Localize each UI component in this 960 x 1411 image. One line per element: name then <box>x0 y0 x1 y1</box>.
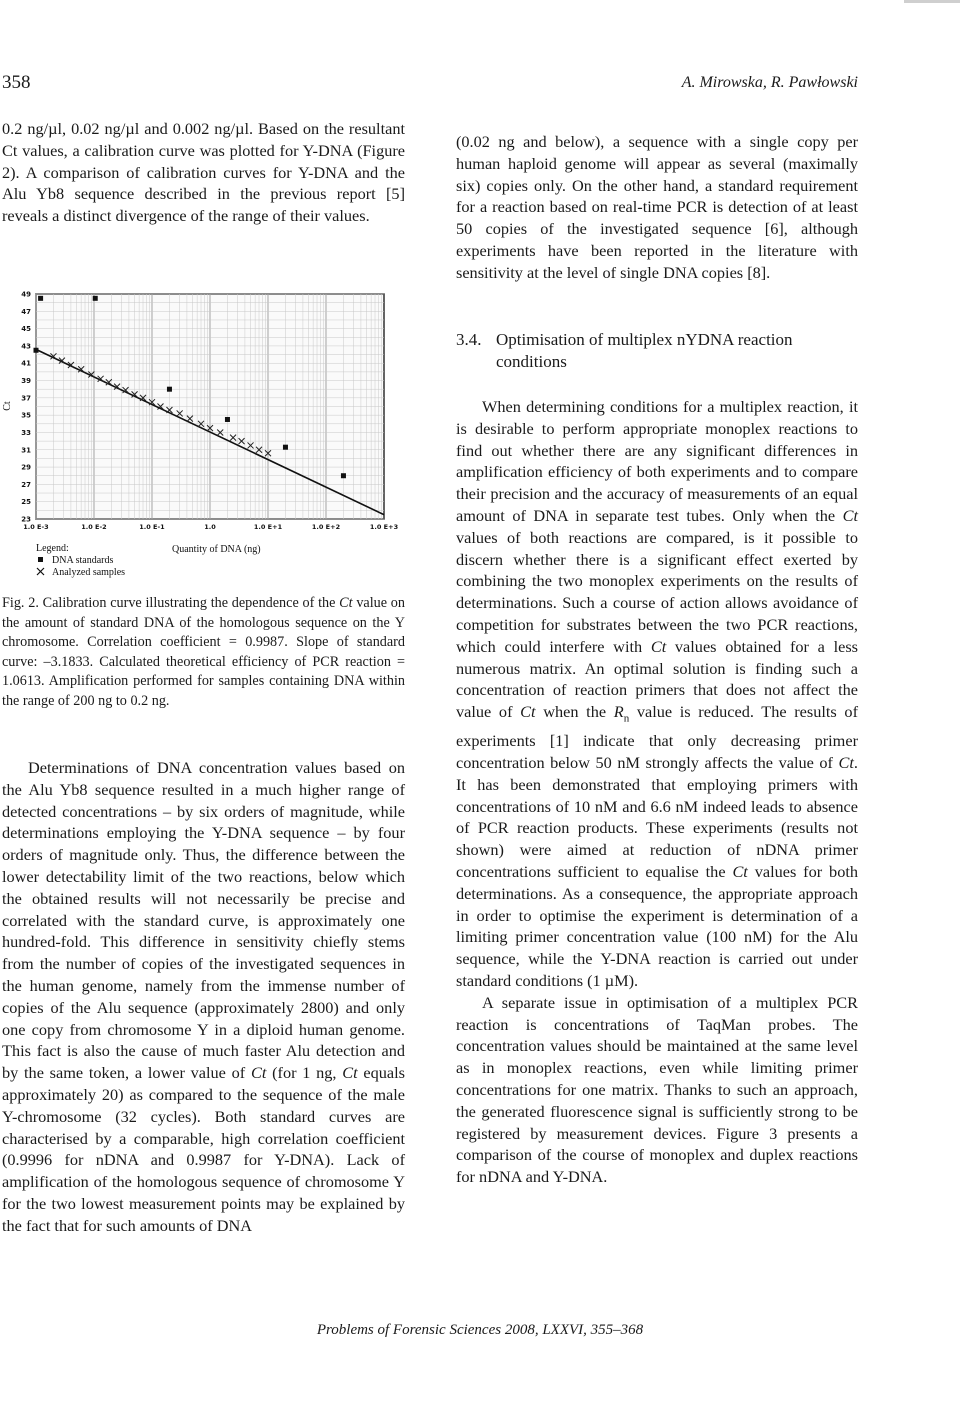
x-axis-ticks <box>23 523 398 531</box>
x-tick-label: 1.0 E+1 <box>253 523 283 531</box>
caption-rest: value on the amount of standard DNA of the homologous sequence on the Y chromosome. Correlation coefficient = 0.9987. Slope of standard curve: –3.1833. Calculated theoretical efficiency of PCR reaction = 1.0613. Amplification performed for samples containing DNA within the range of 200 ng to 0.2 ng. <box>2 595 405 709</box>
legend-cross-marker <box>37 568 44 575</box>
left-column-intro <box>2 118 405 227</box>
x-axis-label: Quantity of DNA (ng) <box>172 544 261 555</box>
x-tick-label: 1.0 E+3 <box>369 523 399 531</box>
scan-edge-mark <box>904 0 960 3</box>
x-tick-label: 1.0 E-2 <box>81 523 107 531</box>
y-axis-label: Ct <box>2 401 13 411</box>
y-tick-label: 49 <box>21 290 31 299</box>
y-tick-label: 39 <box>21 377 31 386</box>
y-tick-label: 43 <box>21 342 31 351</box>
legend-entry-samples: Analyzed samples <box>52 567 126 578</box>
figure-2 <box>0 288 410 588</box>
section-title-line2: conditions <box>496 352 567 371</box>
section-heading <box>456 329 858 373</box>
legend-title: Legend: <box>36 543 69 554</box>
body-paragraph-right-1: When determining conditions for a multiplex reaction, it is desirable to perform appropriate monoplex reactions to find out whether there are any significant differences in amplification efficiency of both experiments and to compare their precision and the accuracy of measurements of an equal amount of DNA in separate test tubes. Only when the Ct values of both reactions are compared, is it possible to discern whether there is a significant effect exerted by combining the two monoplex experiments on the results of determinations. Such a course of action allows avoidance of competition for substrates between the two PCR reactions, which could interfere with Ct values obtained for a less numerous matrix. An optimal solution is finding such a concentration of reaction primers that does not affect the value of Ct when the $R_n$ value is reduced. The results of experiments [1] indicate that only decreasing primer concentration below 50 nM strongly affects the value of Ct. It has been demonstrated that employing primers with concentrations of 10 nM and 6.6 nM indeed leads to absence of PCR reaction products. These experiments (results not shown) were aimed at reduction of nDNA primer concentrations sufficient to equalise the Ct values for both determinations. As a consequence, the appropriate approach in order to optimise the experiment is determination of a limiting primer concentration value (100 nM) for the Alu sequence, while the Y-DNA reaction is carried out under standard conditions (1 µM). <box>456 397 858 990</box>
x-tick-label: 1.0 E-1 <box>139 523 165 531</box>
x-tick-label: 1.0 E-3 <box>23 523 49 531</box>
y-tick-label: 25 <box>21 498 31 507</box>
y-tick-label: 23 <box>21 515 31 524</box>
right-column-intro <box>456 131 858 284</box>
y-tick-label: 29 <box>21 463 31 472</box>
y-tick-label: 33 <box>21 428 31 437</box>
standard-point <box>34 348 39 353</box>
running-head: A. Mirowska, R. Pawłowski <box>681 74 858 91</box>
body-paragraph-right-2: A separate issue in optimisation of a multiplex PCR reaction is concentrations of TaqMan probes. The concentration values should be maintained at the same level as in monoplex reactions, even while limiting primer concentrations for one matrix. Thanks to such an approach, the generated fluorescence signal is sufficiently strong to be registered by measurement devices. Figure 3 presents a comparison of the course of monoplex and duplex reactions for nDNA and Y-DNA. <box>456 992 858 1187</box>
legend-square-marker <box>38 557 43 562</box>
legend-entry-standards: DNA standards <box>52 555 114 566</box>
continued-paragraph: (0.02 ng and below), a sequence with a single copy per human haploid genome will appear as several (maximally six) copies only. On the other hand, a standard requirement for a reaction based on real-time PCR is detection of at least 50 copies of the investigated sequence [6], although experiments have been reported in the literature with sensitivity at the level of single DNA copies [8]. <box>456 132 858 282</box>
standard-point <box>341 473 346 478</box>
y-axis-ticks <box>21 291 31 524</box>
section-title-line1: Optimisation of multiplex nYDNA reaction <box>496 330 793 349</box>
standard-point <box>167 387 172 392</box>
y-tick-label: 41 <box>21 359 31 368</box>
calibration-chart <box>0 288 410 588</box>
page-number: 358 <box>2 72 31 93</box>
figure-caption <box>2 594 405 712</box>
intro-paragraph: 0.2 ng/µl, 0.02 ng/µl and 0.002 ng/µl. Based on the resultant Ct values, a calibration curve was plotted for Y-DNA (Figure 2). A comparison of calibration curves for Y-DNA and the Alu Yb8 sequence described in the previous report [5] reveals a distinct divergence of the range of their values. <box>2 119 405 226</box>
y-tick-label: 31 <box>21 446 31 455</box>
left-column-body <box>2 757 405 1237</box>
standard-point <box>38 296 43 301</box>
y-tick-label: 35 <box>21 411 31 420</box>
y-tick-label: 47 <box>21 307 31 316</box>
standard-point <box>93 296 98 301</box>
section-number: 3.4. <box>456 330 482 349</box>
standard-point <box>225 417 230 422</box>
body-paragraph-left: Determinations of DNA concentration values based on the Alu Yb8 sequence resulted in a much higher range of detected concentrations – by six orders of magnitude, while determinations employing the Y-DNA sequence – by four orders of magnitude only. Thus, the difference between the lower detectability limit of the two reactions, below which the obtained results will not necessarily be precise and correlated with the standard curve, is approximately one hundred-fold. This difference in sensitivity chiefly stems from the number of copies of the investigated sequences in the human genome, namely from the immense number of copies of the Alu sequence (approximately 2800) and only one copy from chromosome Y in a diploid human genome. This fact is also the cause of much faster Alu detection and by the same token, a lower value of Ct (for 1 ng, Ct equals approximately 20) as compared to the sequence of the male Y-chromosome (32 cycles). Both standard curves are characterised by a comparable, high correlation coefficient (0.9996 for nDNA and 0.9987 for Y-DNA). Lack of amplification of the homologous sequence of chromosome Y for the two lowest measurement points may be explained by the fact that for such amounts of DNA <box>2 758 405 1235</box>
y-tick-label: 45 <box>21 325 31 334</box>
standard-point <box>283 445 288 450</box>
x-tick-label: 1.0 <box>204 523 216 531</box>
caption-ct: Ct <box>339 595 353 611</box>
page-footer: Problems of Forensic Sciences 2008, LXXVI, 355–368 <box>316 1322 644 1338</box>
x-tick-label: 1.0 E+2 <box>311 523 341 531</box>
y-tick-label: 27 <box>21 480 31 489</box>
y-tick-label: 37 <box>21 394 31 403</box>
right-column-body <box>456 396 858 1188</box>
caption-prefix: Fig. 2. Calibration curve illustrating the dependence of the <box>2 595 340 611</box>
